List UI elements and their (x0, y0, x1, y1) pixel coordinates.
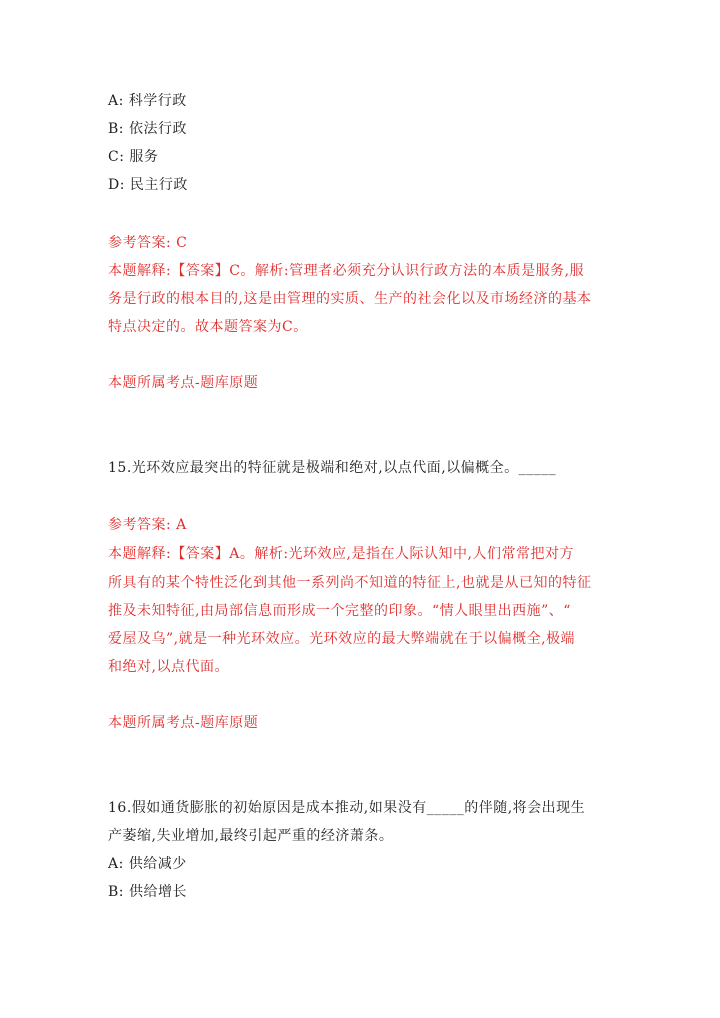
explanation-line: 务是行政的根本目的,这是由管理的实质、生产的社会化以及市场经济的基本 (108, 291, 592, 307)
explanation-line: 所具有的某个特性泛化到其他一系列尚不知道的特征上,也就是从已知的特征 (108, 575, 592, 591)
source-note: 本题所属考点-题库原题 (108, 375, 259, 391)
answer-label: 参考答案: C (108, 235, 188, 251)
option-d: D: 民主行政 (108, 177, 188, 193)
explanation-line: 和绝对,以点代面。 (108, 659, 229, 675)
explanation-line: 爱屋及乌”,就是一种光环效应。光环效应的最大弊端就在于以偏概全,极端 (108, 631, 576, 647)
explanation-line: 本题解释:【答案】C。解析:管理者必须充分认识行政方法的本质是服务,服 (108, 263, 585, 279)
question-text: 15.光环效应最突出的特征就是极端和绝对,以点代面,以偏概全。_____ (108, 460, 557, 476)
option-b: B: 供给增长 (108, 884, 187, 900)
explanation-line: 特点决定的。故本题答案为C。 (108, 319, 308, 335)
question-text: 产萎缩,失业增加,最终引起严重的经济萧条。 (108, 828, 394, 844)
option-a: A: 科学行政 (108, 93, 187, 109)
explanation-line: 本题解释:【答案】A。解析:光环效应,是指在人际认知中,人们常常把对方 (108, 546, 574, 562)
explanation-line: 推及未知特征,由局部信息而形成一个完整的印象。“情人眼里出西施”、“ (108, 603, 571, 619)
option-c: C: 服务 (108, 149, 159, 165)
answer-label: 参考答案: A (108, 517, 187, 533)
source-note: 本题所属考点-题库原题 (108, 715, 259, 731)
question-text: 16.假如通货膨胀的初始原因是成本推动,如果没有_____的伴随,将会出现生 (108, 800, 586, 816)
option-a: A: 供给减少 (108, 856, 187, 872)
option-b: B: 依法行政 (108, 121, 187, 137)
